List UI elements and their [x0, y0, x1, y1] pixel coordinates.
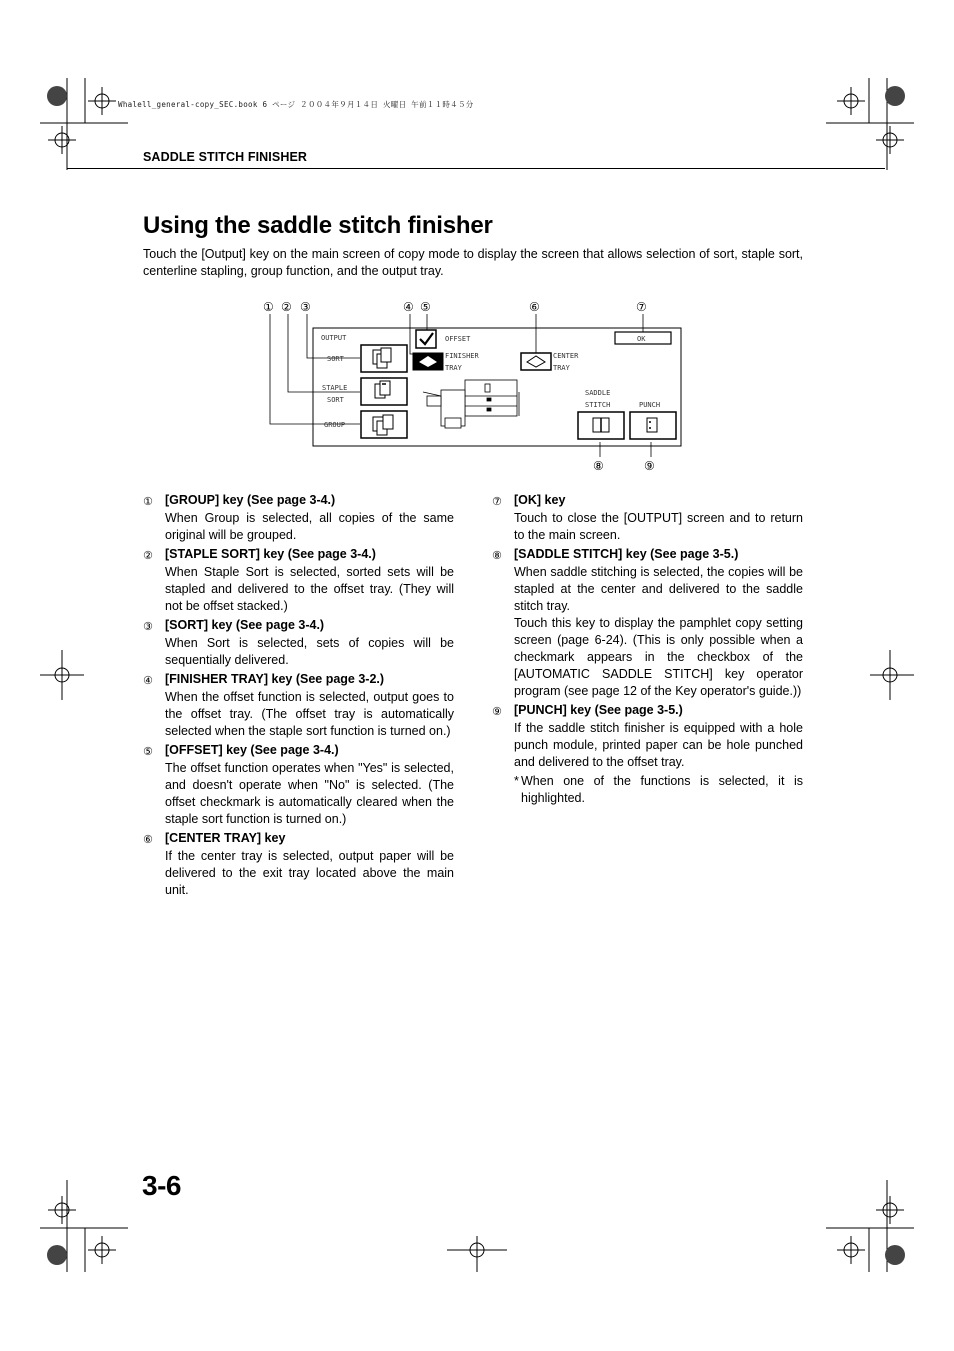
- item-body: [143, 510, 454, 544]
- item-paragraph: When Staple Sort is selected, sorted sets will be stapled and delivered to the offset tray. (They will not be offset stacked.): [165, 565, 454, 613]
- intro-paragraph: Touch the [Output] key on the main screen of copy mode to display the screen that allows selection of sort, staple sort, centerline stapling, group function, and the output tray.: [143, 247, 803, 278]
- item-heading: [OFFSET] key (See page 3-4.): [165, 743, 339, 757]
- note-text: When one of the functions is selected, it is highlighted.: [521, 774, 803, 805]
- item-heading-row: [143, 742, 454, 760]
- panel-punch-label: PUNCH: [639, 401, 661, 409]
- header-rule: [67, 168, 885, 169]
- item-heading: [CENTER TRAY] key: [165, 831, 286, 845]
- item-body: [143, 689, 454, 740]
- item-body: [143, 564, 454, 615]
- item-number: ⑨: [492, 705, 502, 718]
- item-heading-row: [143, 830, 454, 848]
- item-number: ⑥: [143, 833, 153, 846]
- item-heading: [STAPLE SORT] key (See page 3-4.): [165, 547, 376, 561]
- panel-center-tray-label: TRAY: [553, 364, 570, 372]
- staple-sort-key[interactable]: [361, 378, 407, 405]
- group-key[interactable]: [361, 411, 407, 438]
- item-paragraph: If the center tray is selected, output paper will be delivered to the exit tray located above the main unit.: [165, 849, 454, 897]
- saddle-stitch-key[interactable]: [578, 412, 624, 439]
- item-heading-row: [492, 492, 803, 510]
- item-heading-row: [143, 617, 454, 635]
- item-heading: [PUNCH] key (See page 3-5.): [514, 703, 683, 717]
- right-column: [492, 492, 803, 807]
- running-head: SADDLE STITCH FINISHER: [143, 150, 308, 164]
- center-tray-key[interactable]: [521, 353, 551, 370]
- item-heading: [FINISHER TRAY] key (See page 3-2.): [165, 672, 385, 686]
- item-paragraph: The offset function operates when "Yes" is selected, and doesn't operate when "No" is selected. (The offset checkmark is automatically cleared when the staple sort function is turned on.): [165, 761, 454, 826]
- key-description-item: [143, 830, 454, 899]
- page-title: Using the saddle stitch finisher: [143, 212, 493, 239]
- item-body: [492, 720, 803, 771]
- item-body: [143, 635, 454, 669]
- item-body: [492, 564, 803, 700]
- note-mark: *: [514, 774, 519, 788]
- item-paragraph: Touch this key to display the pamphlet copy setting screen (page 6-24). (This is only possible when a checkmark appears in the checkbox of the [AUTOMATIC SADDLE STITCH] key operator program (see page 12 of the Key operator's guide.)): [514, 616, 803, 698]
- item-heading: [SORT] key (See page 3-4.): [165, 618, 325, 632]
- callout-8: ⑧: [593, 459, 604, 473]
- callout-5: ⑤: [420, 300, 431, 314]
- item-paragraph: Touch to close the [OUTPUT] screen and to return to the main screen.: [514, 511, 803, 542]
- offset-checkbox[interactable]: [416, 330, 436, 348]
- callout-1: ①: [263, 300, 274, 314]
- highlight-note: [492, 773, 803, 807]
- key-description-item: [143, 742, 454, 828]
- callout-7: ⑦: [636, 300, 647, 314]
- item-number: ⑦: [492, 495, 502, 508]
- item-paragraph: If the saddle stitch finisher is equipped with a hole punch module, printed paper can be hole punched and delivered to the offset tray.: [514, 721, 803, 769]
- ok-key[interactable]: [615, 332, 671, 344]
- left-column: [143, 492, 454, 901]
- item-body: [143, 760, 454, 828]
- item-heading-row: [143, 671, 454, 689]
- panel-saddle-label: SADDLE: [585, 389, 611, 397]
- sort-key[interactable]: [361, 345, 407, 372]
- item-number: ③: [143, 620, 153, 633]
- panel-finisher-tray-label: TRAY: [445, 364, 462, 372]
- item-paragraph: When Sort is selected, sets of copies will be sequentially delivered.: [165, 636, 454, 667]
- panel-staple-label: STAPLE: [322, 384, 348, 392]
- output-screen-figure: [255, 292, 695, 478]
- panel-sort-label: SORT: [327, 355, 344, 363]
- page-number: 3-6: [142, 1170, 181, 1201]
- panel-group-label: GROUP: [324, 421, 346, 429]
- item-number: ⑤: [143, 745, 153, 758]
- item-heading: [OK] key: [514, 493, 566, 507]
- item-number: ①: [143, 495, 153, 508]
- item-body: [143, 848, 454, 899]
- panel-offset-label: OFFSET: [445, 335, 471, 343]
- right-item-list: [492, 492, 803, 771]
- item-heading-row: [492, 702, 803, 720]
- panel-center-label: CENTER: [553, 352, 579, 360]
- callout-3: ③: [300, 300, 311, 314]
- item-body: [492, 510, 803, 544]
- finisher-tray-key[interactable]: [413, 353, 443, 370]
- copier-machine-illustration: [423, 380, 519, 428]
- key-description-item: [143, 617, 454, 669]
- item-heading-row: [143, 546, 454, 564]
- key-description-item: [143, 546, 454, 615]
- item-paragraph: When Group is selected, all copies of the same original will be grouped.: [165, 511, 454, 542]
- ok-key-label: OK: [637, 335, 646, 343]
- item-heading-row: [492, 546, 803, 564]
- panel-staple-sort-label: SORT: [327, 396, 344, 404]
- panel-output-label: OUTPUT: [321, 334, 347, 342]
- callout-9: ⑨: [644, 459, 655, 473]
- item-paragraph: When saddle stitching is selected, the copies will be stapled at the center and delivered to the saddle stitch tray.: [514, 565, 803, 613]
- item-paragraph: When the offset function is selected, output goes to the offset tray. (The offset tray is automatically selected when the staple sort function is turned on.): [165, 690, 454, 738]
- panel-stitch-label: STITCH: [585, 401, 611, 409]
- left-item-list: [143, 492, 454, 899]
- item-number: ⑧: [492, 549, 502, 562]
- file-meta-line: Whalell_general-copy_SEC.book 6 ページ ２００４年９月１４日 火曜日 午前１１時４５分: [118, 100, 474, 109]
- item-heading-row: [143, 492, 454, 510]
- item-heading: [GROUP] key (See page 3-4.): [165, 493, 336, 507]
- item-number: ④: [143, 674, 153, 687]
- item-heading: [SADDLE STITCH] key (See page 3-5.): [514, 547, 739, 561]
- key-description-item: [143, 671, 454, 740]
- punch-key[interactable]: [630, 412, 676, 439]
- key-description-item: [492, 492, 803, 544]
- key-description-item: [492, 702, 803, 771]
- callout-2: ②: [281, 300, 292, 314]
- callout-4: ④: [403, 300, 414, 314]
- callout-6: ⑥: [529, 300, 540, 314]
- key-description-item: [492, 546, 803, 700]
- key-description-item: [143, 492, 454, 544]
- item-number: ②: [143, 549, 153, 562]
- panel-finisher-label: FINISHER: [445, 352, 479, 360]
